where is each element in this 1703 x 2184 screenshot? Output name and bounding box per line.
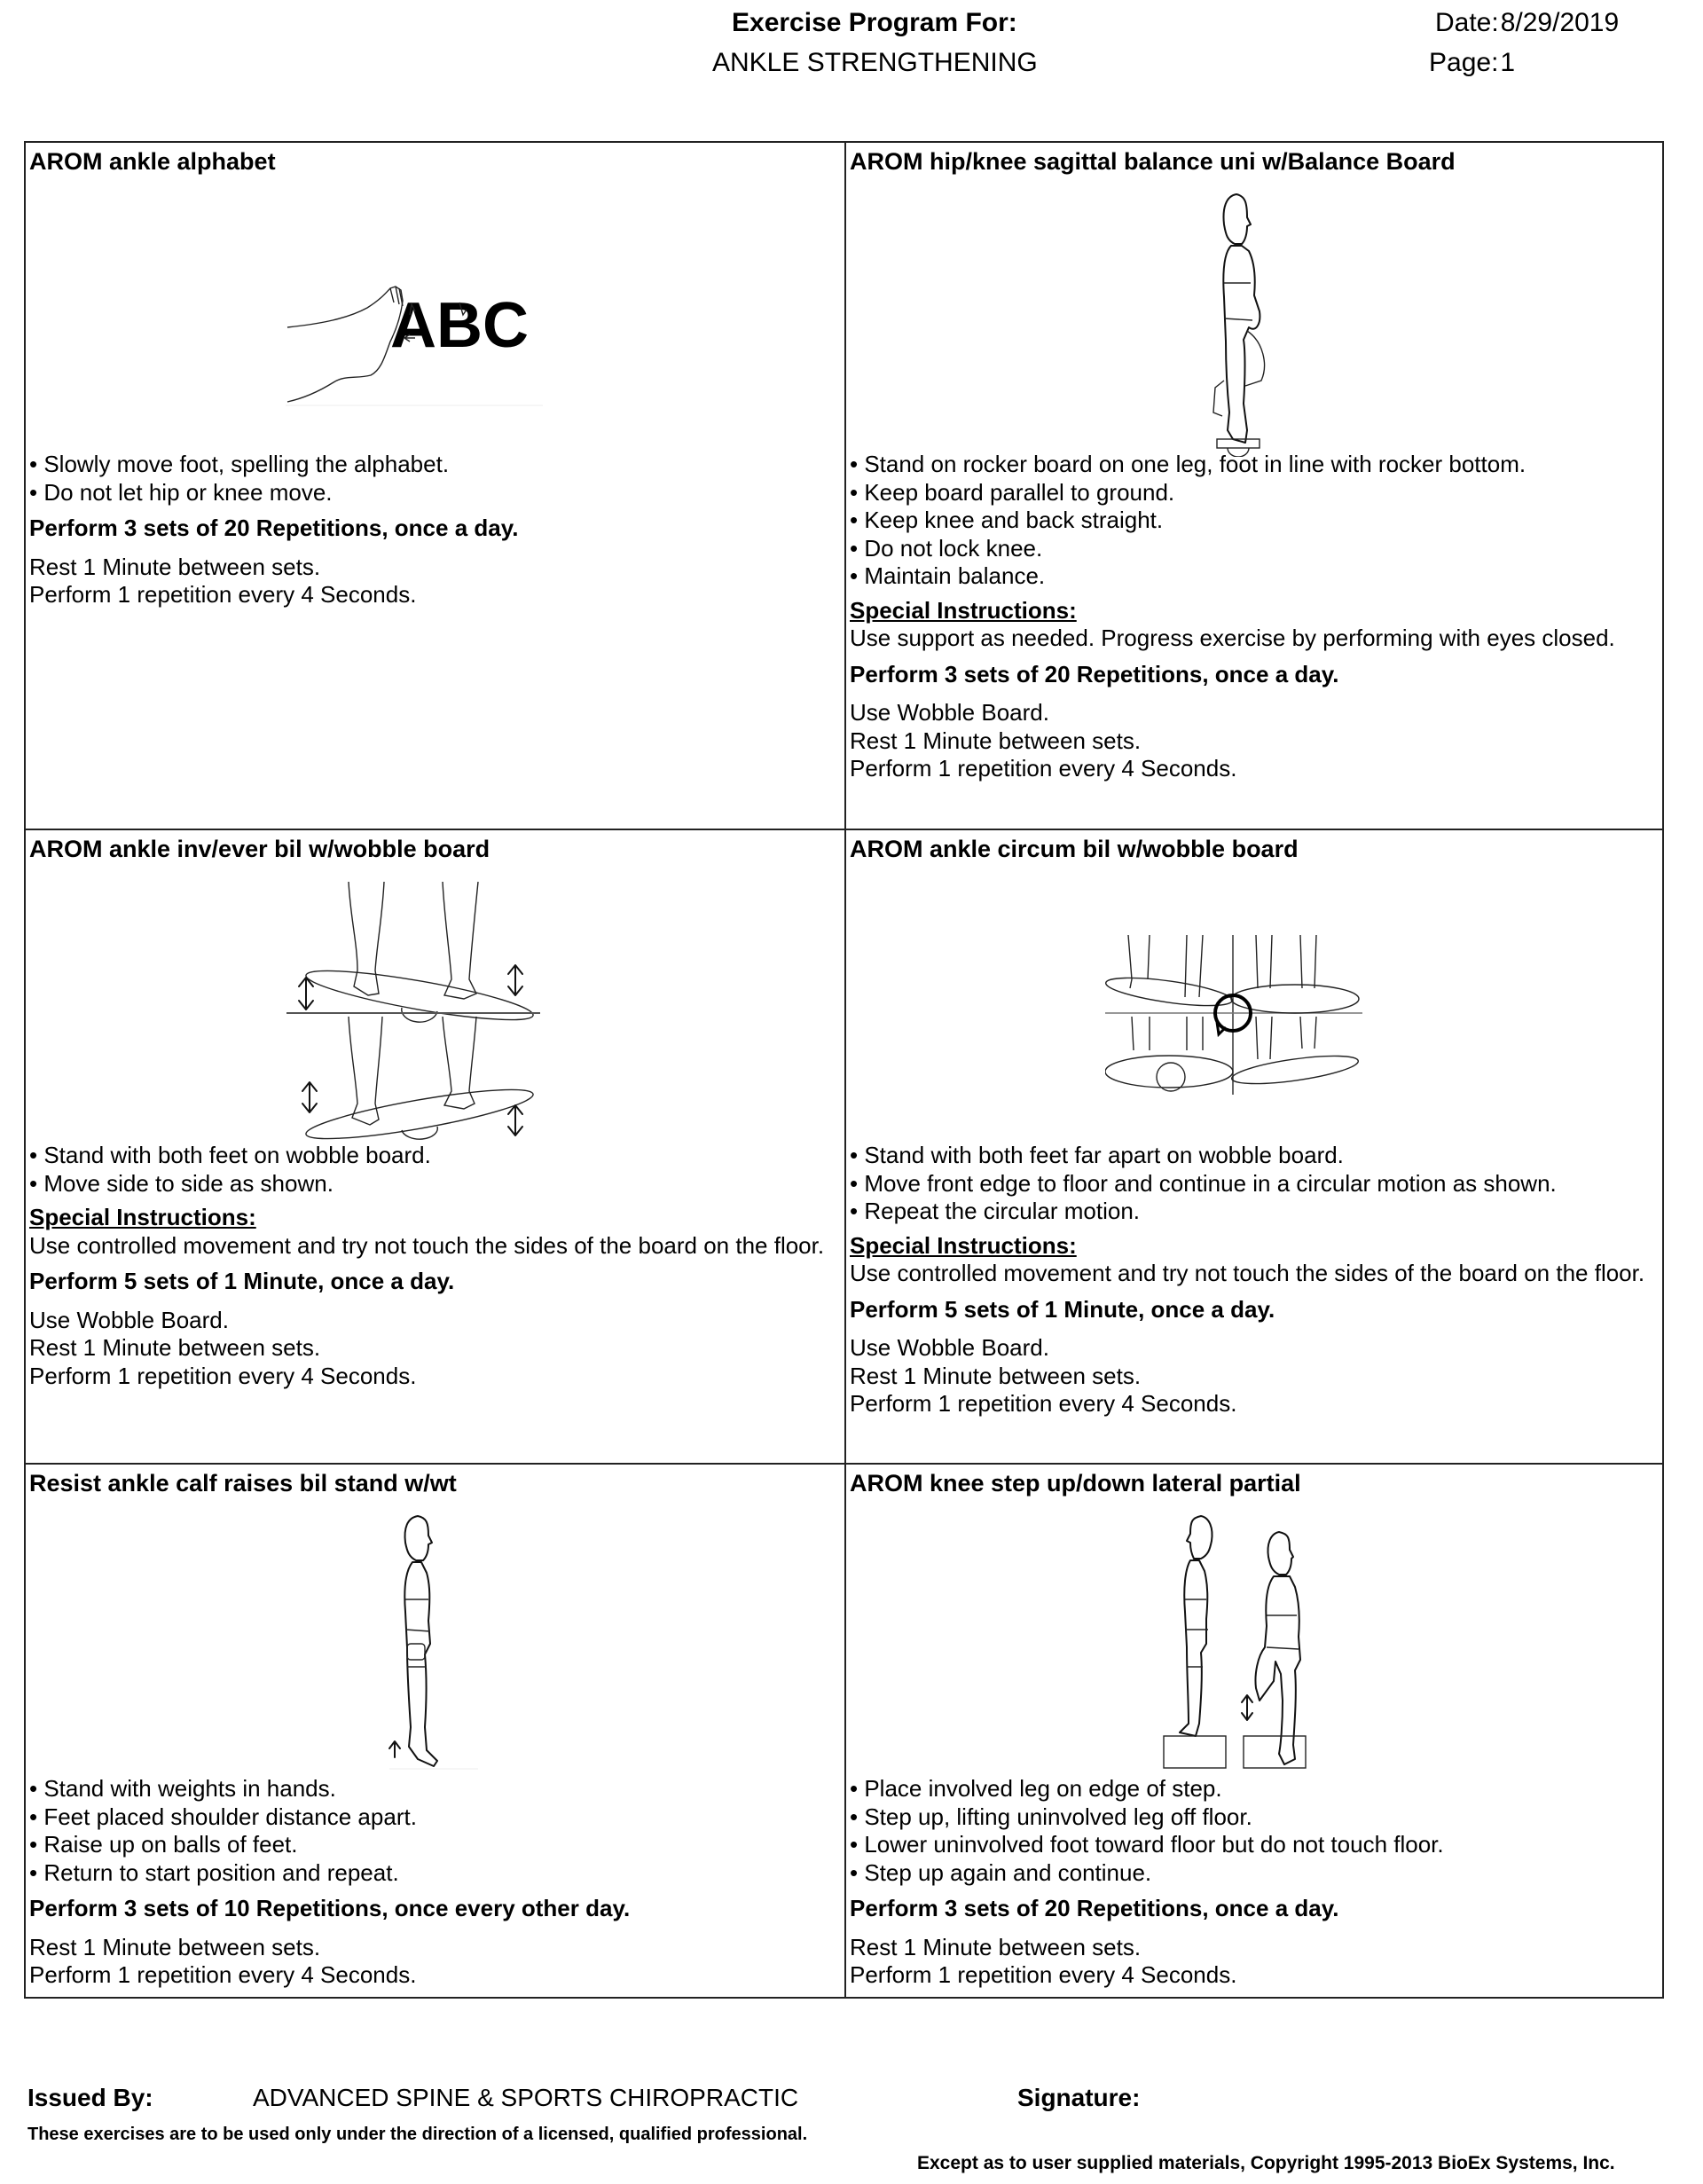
page-value: 1 — [1500, 48, 1516, 77]
exercise-card-circum-wobble — [846, 830, 1664, 1463]
instruction-bullet: • Raise up on balls of feet. — [29, 1831, 298, 1858]
note: Rest 1 Minute between sets. — [850, 727, 1142, 754]
instruction-bullet: • Do not lock knee. — [850, 534, 1043, 562]
svg-text:ABC: ABC — [390, 290, 529, 361]
exercise-title: AROM hip/knee sagittal balance uni w/Balance Board — [850, 148, 1456, 175]
note: Perform 1 repetition every 4 Seconds. — [850, 755, 1237, 782]
instruction-bullet: • Step up, lifting uninvolved leg off floor. — [850, 1803, 1252, 1830]
note: Perform 1 repetition every 4 Seconds. — [850, 1390, 1237, 1417]
special-instructions-text: Use controlled movement and try not touch the sides of the board on the floor. — [850, 1260, 1645, 1286]
exercise-card-inv-ever-wobble — [26, 830, 844, 1463]
instruction-bullet: • Repeat the circular motion. — [850, 1198, 1141, 1224]
exercise-title: AROM knee step up/down lateral partial — [850, 1470, 1301, 1497]
page-number-field — [1429, 47, 1515, 79]
instruction-bullet: • Move front edge to floor and continue in a circular motion as shown. — [850, 1169, 1557, 1197]
exercise-card-balance-board — [846, 143, 1664, 829]
single-leg-balance-illustration — [1192, 191, 1316, 457]
special-instructions-text: Use support as needed. Progress exercise by performing with eyes closed. — [850, 625, 1615, 651]
instruction-bullet: • Place involved leg on edge of step. — [850, 1775, 1222, 1802]
instruction-bullet: • Step up again and continue. — [850, 1858, 1152, 1886]
exercise-title: AROM ankle alphabet — [29, 148, 276, 175]
signature-label: Signature: — [1017, 2084, 1141, 2111]
special-instructions-text: Use controlled movement and try not touch the sides of the board on the floor. — [29, 1231, 825, 1259]
exercise-details — [850, 1142, 1659, 1418]
instruction-bullet: • Maintain balance. — [850, 562, 1046, 589]
step-up-illustration — [1160, 1514, 1322, 1773]
exercise-title: AROM ankle circum bil w/wobble board — [850, 836, 1299, 862]
issued-by-label: Issued By: — [27, 2084, 153, 2111]
special-instructions-heading: Special Instructions: — [850, 596, 1077, 624]
instruction-bullet: • Stand with both feet on wobble board. — [29, 1142, 431, 1168]
dosage: Perform 5 sets of 1 Minute, once a day. — [850, 1295, 1275, 1323]
note: Rest 1 Minute between sets. — [29, 1334, 321, 1361]
dosage: Perform 3 sets of 10 Repetitions, once every other day. — [29, 1895, 631, 1921]
exercise-details — [850, 451, 1659, 783]
note: Use Wobble Board. — [850, 699, 1049, 726]
program-name: ANKLE STRENGTHENING — [712, 48, 1038, 77]
instruction-bullet: • Lower uninvolved foot toward floor but do not touch floor. — [850, 1831, 1444, 1858]
instruction-bullet: • Return to start position and repeat. — [29, 1858, 399, 1886]
special-instructions-heading: Special Instructions: — [850, 1231, 1077, 1259]
page-title: Exercise Program For: — [732, 8, 1017, 37]
instruction-bullet: • Move side to side as shown. — [29, 1169, 334, 1197]
note: Rest 1 Minute between sets. — [29, 1933, 321, 1960]
wobble-side-to-side-illustration — [286, 882, 544, 1141]
instruction-bullet: • Stand with both feet far apart on wobble board. — [850, 1142, 1344, 1168]
exercise-card-step-up-down — [846, 1465, 1664, 1999]
page-label: Page: — [1429, 48, 1499, 77]
copyright-notice: Except as to user supplied materials, Copyright 1995-2013 BioEx Systems, Inc. — [917, 2153, 1615, 2173]
note: Use Wobble Board. — [850, 1334, 1049, 1361]
disclaimer: These exercises are to be used only under the direction of a licensed, qualified professional. — [27, 2125, 808, 2144]
dosage: Perform 3 sets of 20 Repetitions, once a day. — [850, 1895, 1339, 1921]
exercise-grid — [24, 141, 1664, 1999]
note: Perform 1 repetition every 4 Seconds. — [29, 1362, 417, 1389]
date-value: 8/29/2019 — [1500, 8, 1620, 37]
instruction-bullet: • Do not let hip or knee move. — [29, 478, 333, 506]
instruction-bullet: • Stand on rocker board on one leg, foot in line with rocker bottom. — [850, 451, 1526, 477]
exercise-details — [850, 1775, 1659, 1990]
calf-raise-illustration — [345, 1514, 478, 1780]
exercise-details — [29, 1775, 839, 1990]
dosage: Perform 3 sets of 20 Repetitions, once a day. — [29, 515, 519, 541]
exercise-details — [29, 451, 839, 609]
dosage: Perform 5 sets of 1 Minute, once a day. — [29, 1268, 455, 1294]
dosage: Perform 3 sets of 20 Repetitions, once a day. — [850, 660, 1339, 687]
exercise-card-ankle-alphabet — [26, 143, 844, 829]
note: Rest 1 Minute between sets. — [29, 553, 321, 580]
note: Use Wobble Board. — [29, 1306, 229, 1333]
issued-by-clinic: ADVANCED SPINE & SPORTS CHIROPRACTIC — [253, 2084, 799, 2111]
instruction-bullet: • Slowly move foot, spelling the alphabet. — [29, 451, 450, 477]
instruction-bullet: • Stand with weights in hands. — [29, 1775, 336, 1802]
exercise-card-calf-raises — [26, 1465, 844, 1999]
foot-abc-illustration — [286, 285, 552, 409]
exercise-title: AROM ankle inv/ever bil w/wobble board — [29, 836, 490, 862]
special-instructions-heading: Special Instructions: — [29, 1204, 256, 1230]
note: Perform 1 repetition every 4 Seconds. — [29, 1961, 417, 1988]
note: Perform 1 repetition every 4 Seconds. — [850, 1961, 1237, 1988]
note: Rest 1 Minute between sets. — [850, 1362, 1142, 1389]
instruction-bullet: • Feet placed shoulder distance apart. — [29, 1803, 417, 1830]
instruction-bullet: • Keep board parallel to ground. — [850, 478, 1175, 506]
note: Perform 1 repetition every 4 Seconds. — [29, 581, 417, 608]
note: Rest 1 Minute between sets. — [850, 1933, 1142, 1960]
instruction-bullet: • Keep knee and back straight. — [850, 507, 1164, 533]
exercise-title: Resist ankle calf raises bil stand w/wt — [29, 1470, 457, 1497]
date-label: Date: — [1435, 8, 1499, 37]
exercise-details — [29, 1142, 839, 1390]
wobble-circular-illustration — [1105, 935, 1364, 1096]
date-field — [1435, 7, 1619, 39]
